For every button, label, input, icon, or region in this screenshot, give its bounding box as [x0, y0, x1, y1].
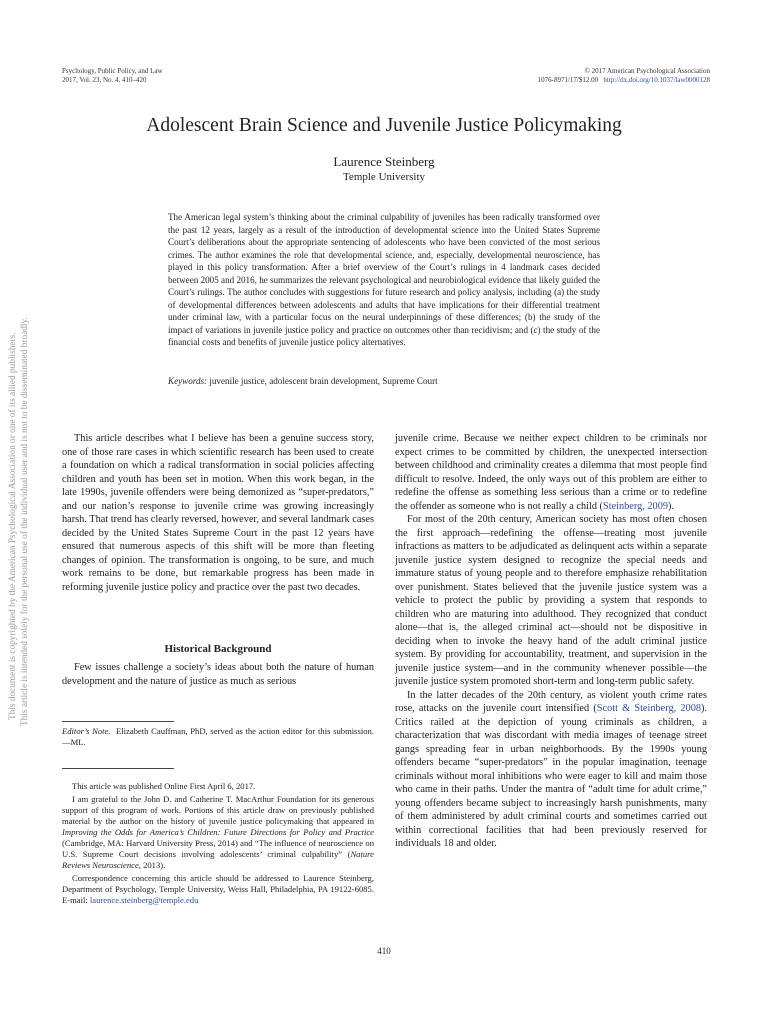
right-p3-end: ). Critics railed at the depiction of young criminals as children, a characterization that was discordant with media images of teenage street gangs spreading fear in urban neighborhoods. By the 1990s young offenders became “super-predators” in the popular imagination, teenage criminals without moral inhibitions who were eager to kill and maim those who came in their paths. Under the mantra of “adult time for adult crime,” young offenders became subject to increasingly harsh punishments, many of them administered by adult criminal courts and sometimes carried out within correctional facilities that had been previously reserved for individuals 18 and older.: [395, 703, 708, 849]
right-paragraph-1: [395, 432, 707, 513]
ack-text-3: , 2013).: [138, 860, 166, 870]
publisher-header: [538, 67, 710, 84]
citation-link-scott-steinberg-2008[interactable]: Scott & Steinberg, 2008: [596, 703, 701, 714]
note-online-first: This article was published Online First April 6, 2017.: [72, 781, 256, 791]
editor-note-label: Editor’s Note.: [62, 726, 111, 736]
background-paragraph: Few issues challenge a society’s ideas about both the nature of human development and the nature of justice as much as serious: [62, 662, 374, 687]
correspondence-text: Correspondence concerning this article should be addressed to Laurence Steinberg, Department of Psychology, Temple University, Weiss Hall, Philadelphia, PA 19122-6085. E-mail:: [62, 873, 374, 905]
abstract: The American legal system’s thinking about the criminal culpability of juveniles has been radically transformed over the past 12 years, largely as a result of the introduction of developmental science into the United States Supreme Court’s deliberations about the appropriate sentencing of adolescents who have been convicted of the most serious crimes. The author examines the role that developmental science, and, especially, developmental neuroscience, has played in this policy transformation. After a brief overview of the Court’s rulings in 4 landmark cases decided between 2005 and 2016, he summarizes the relevant psychological and neurobiological evidence that likely guided the Court’s rulings. The author concludes with suggestions for future research and policy analysis, including (a) the study of developmental differences between adolescents and adults that have implications for their differential treatment under criminal law, with a particular focus on the neural underpinnings of these differences; (b) the study of the impact of variations in juvenile justice policy and practice on outcomes other than recidivism; and (c) the study of the financial costs and benefits of juvenile justice policy alternatives.: [168, 212, 600, 347]
right-column: [395, 432, 707, 851]
copyright-notice-line-2: This article is intended solely for the personal use of the individual user and is not to be disseminated broadly.: [20, 317, 30, 726]
right-p1-end: ).: [668, 500, 675, 512]
copyright-notice-line-1: This document is copyrighted by the American Psychological Association or one of its allied publishers.: [8, 332, 18, 720]
journal-volume: 2017, Vol. 23, No. 4, 410–420: [62, 75, 147, 84]
footnote-divider-2: [62, 768, 174, 769]
right-p3-text: In the latter decades of the 20th century, as violent youth crime rates rose, attacks on the juvenile court intensified (: [395, 689, 707, 714]
editor-note: [62, 726, 374, 748]
keywords-label: Keywords:: [168, 376, 208, 386]
editor-note-text: Elizabeth Cauffman, PhD, served as the action editor for this submission.—ML.: [62, 726, 374, 747]
citation-link-steinberg-2009[interactable]: Steinberg, 2009: [602, 500, 669, 512]
author-name: Laurence Steinberg: [333, 154, 435, 169]
intro-paragraph: This article describes what I believe has been a genuine success story, one of those rare cases in which scientific research has been used to create a foundation on which a radical transformation in social policies affecting children and youth has been set in motion. When this work began, in the late 1990s, juvenile offenders were being demonized as “super-predators,” and our nation’s response to juvenile crime was growing increasingly harsh. That trend has clearly reversed, however, and several landmark cases decided by the United States Supreme Court in the past 12 years have ensured that numerous aspects of this shift will be more than fleeting changes of opinion. The transformation is ongoing, to be sure, and much work remains to be done, but remarkable progress has been made in reforming juvenile justice policy and practice over the past two decades.: [62, 433, 374, 593]
issn-doi-line: [538, 76, 710, 85]
journal-name: Psychology, Public Policy, and Law: [62, 67, 163, 75]
doi-link[interactable]: http://dx.doi.org/10.1037/law0000128: [603, 75, 710, 84]
email-link[interactable]: laurence.steinberg@temple.edu: [89, 895, 199, 905]
right-paragraph-3: [395, 689, 707, 851]
right-paragraph-2: For most of the 20th century, American society has most often chosen the first approach—redefining the offense—treating most juvenile infractions as matters to be adjudicated as delinquent acts within a separate juvenile justice system designed to recognize the special needs and immature status of young people and to therefore emphasize rehabilitation over punishment. States believed that the juvenile justice system was a vehicle to protect the public by providing a system that responds to children who are maturing into adulthood. They recognized that conduct alone—that is, the alleged criminal act—should not be dispositive in deciding when to invoke the heavy hand of the adult criminal justice system. By providing for accountability, treatment, and supervision in the juvenile justice system—and in the community whenever possible—the juvenile justice system promoted short-term and long-term public safety.: [395, 514, 707, 687]
article-title: Adolescent Brain Science and Juvenile Justice Policymaking: [146, 115, 622, 136]
journal-header: [62, 67, 163, 84]
ack-journal-title: Nature Reviews Neuroscience: [62, 849, 374, 870]
keywords: [168, 376, 600, 386]
copyright-line: © 2017 American Psychological Association: [584, 67, 710, 75]
page-number: 410: [377, 946, 391, 956]
right-p1-text: juvenile crime. Because we neither expect children to be criminals nor expect crimes to be committed by children, the unexpected intersection between childhood and criminality creates a dilemma that most people find difficult to resolve. Indeed, the only ways out of this problem are either to redefine the offense as something less serious than a crime or to redefine the offender as someone who is not really a child (: [395, 433, 707, 512]
ack-book-title: Improving the Odds for America’s Children: Future Directions for Policy and Practice: [62, 827, 374, 837]
footnote-divider: [62, 721, 174, 722]
ack-text-2: (Cambridge, MA: Harvard University Press, 2014) and “The influence of neuroscience on U.S. Supreme Court decisions involving adolescents’ criminal culpability” (: [62, 838, 374, 859]
note-acknowledgment: [62, 794, 374, 871]
keywords-text: juvenile justice, adolescent brain development, Supreme Court: [209, 376, 438, 386]
ack-text-1: I am grateful to the John D. and Catherine T. MacArthur Foundation for its generous support of this program of work. Portions of this article draw on previously published material by the author on the history of juvenile justice policymaking that appeared in: [62, 794, 374, 826]
author-notes: [62, 781, 374, 908]
author-affiliation: Temple University: [342, 171, 426, 183]
section-heading: Historical Background: [164, 643, 272, 655]
left-column: [62, 432, 374, 594]
left-column-continued: [62, 661, 374, 688]
issn: 1076-8971/17/$12.00: [537, 75, 599, 84]
note-correspondence: [62, 873, 374, 906]
